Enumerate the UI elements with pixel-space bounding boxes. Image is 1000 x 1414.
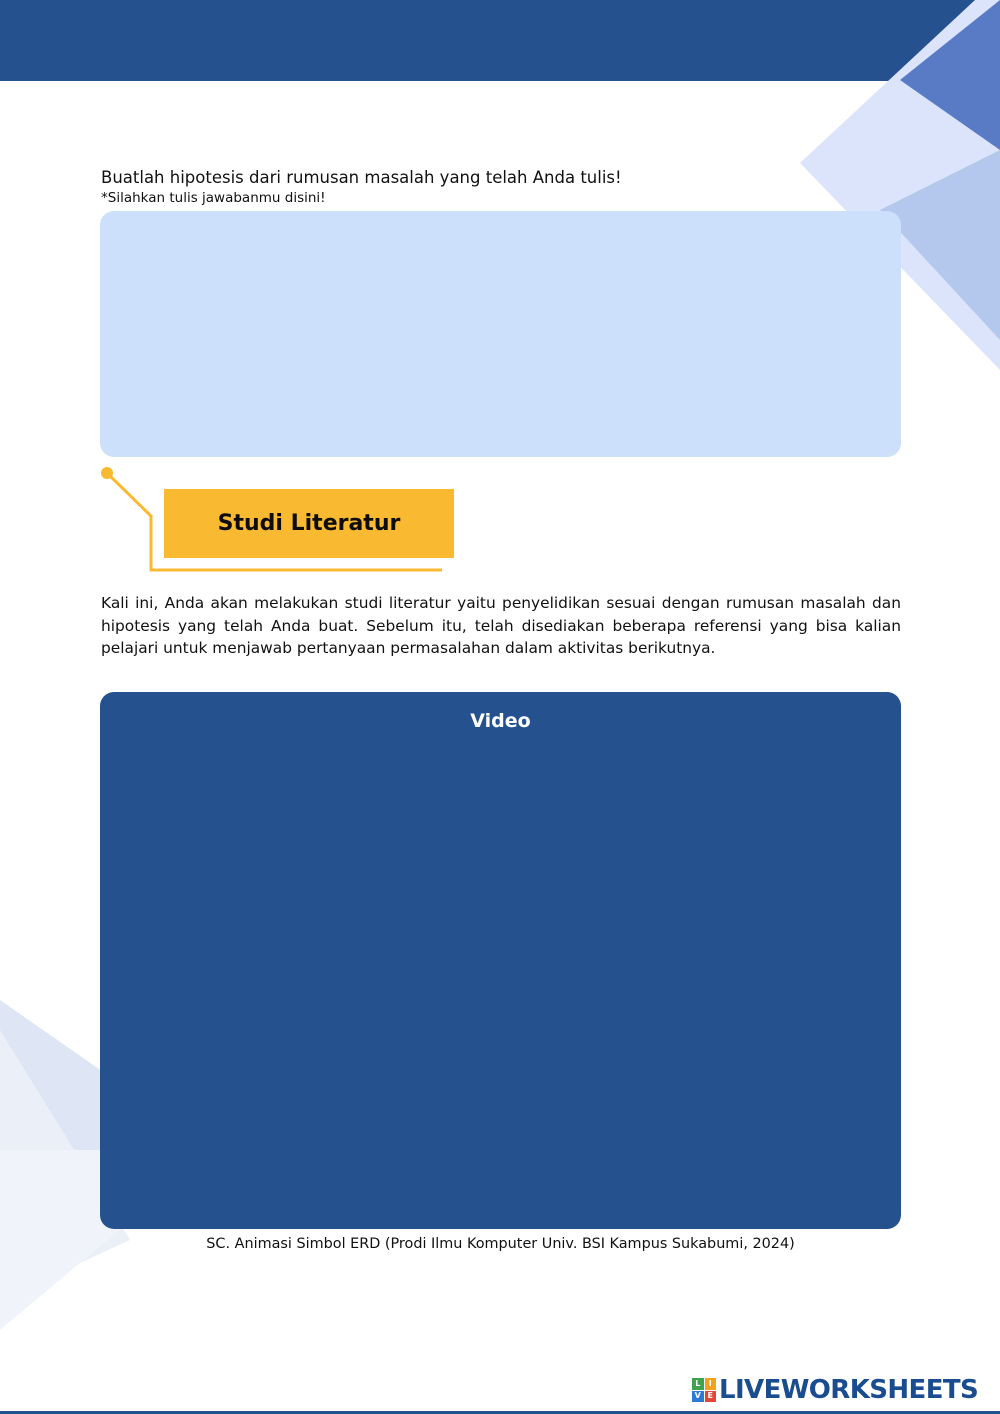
logo-tile: V	[692, 1391, 704, 1403]
video-caption: SC. Animasi Simbol ERD (Prodi Ilmu Komputer Univ. BSI Kampus Sukabumi, 2024)	[206, 1236, 795, 1252]
logo-tile: L	[692, 1378, 704, 1390]
section-title: Studi Literatur	[164, 489, 454, 558]
logo-wordmark: LIVEWORKSHEETS	[719, 1375, 979, 1405]
hypothesis-answer-field[interactable]	[100, 211, 901, 457]
video-title: Video	[470, 710, 531, 732]
logo-tile: I	[705, 1378, 717, 1390]
video-panel[interactable]	[100, 692, 901, 1229]
hypothesis-question: Buatlah hipotesis dari rumusan masalah yang telah Anda tulis!	[101, 168, 622, 187]
literature-description: Kali ini, Anda akan melakukan studi literatur yaitu penyelidikan sesuai dengan rumusan masalah dan hipotesis yang telah Anda buat. Sebelum itu, telah disediakan beberapa referensi yang bisa kalian pelajari untuk menjawab pertanyaan permasalahan dalam aktivitas berikutnya.	[101, 594, 901, 658]
logo-mark-icon	[692, 1378, 716, 1402]
answer-hint: *Silahkan tulis jawabanmu disini!	[101, 190, 326, 206]
liveworksheets-logo	[692, 1374, 978, 1406]
logo-tile: E	[705, 1391, 717, 1403]
